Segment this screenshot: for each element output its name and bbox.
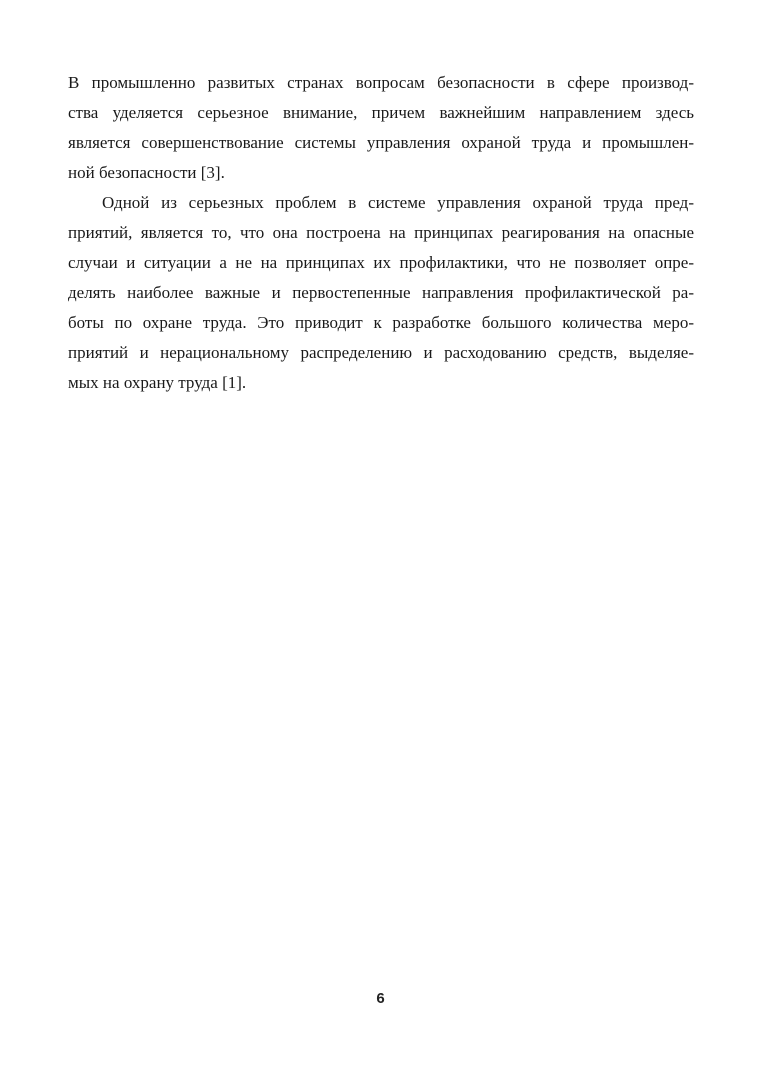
text-line: ства уделяется серьезное внимание, причем важнейшим направлением здесь bbox=[68, 103, 694, 122]
paragraph-1 bbox=[68, 68, 694, 188]
text-line: Одной из серьезных проблем в системе управления охраной труда пред- bbox=[102, 193, 694, 212]
text-line: делять наиболее важные и первостепенные направления профилактической ра- bbox=[68, 283, 694, 302]
text-line: В промышленно развитых странах вопросам безопасности в сфере производ- bbox=[68, 73, 694, 92]
text-line: мых на охрану труда [1]. bbox=[68, 373, 247, 392]
text-line: случаи и ситуации а не на принципах их профилактики, что не позволяет опре- bbox=[68, 253, 694, 272]
text-line: является совершенствование системы управления охраной труда и промышлен- bbox=[68, 133, 694, 152]
text-line: ной безопасности [3]. bbox=[68, 163, 225, 182]
text-line: приятий, является то, что она построена на принципах реагирования на опасные bbox=[68, 223, 694, 242]
page-number: 6 bbox=[376, 990, 385, 1007]
text-line: приятий и нерациональному распределению и расходованию средств, выделяе- bbox=[68, 343, 694, 362]
text-line: боты по охране труда. Это приводит к разработке большого количества меро- bbox=[68, 313, 694, 332]
paragraph-2 bbox=[68, 188, 694, 398]
body-text bbox=[68, 68, 694, 398]
